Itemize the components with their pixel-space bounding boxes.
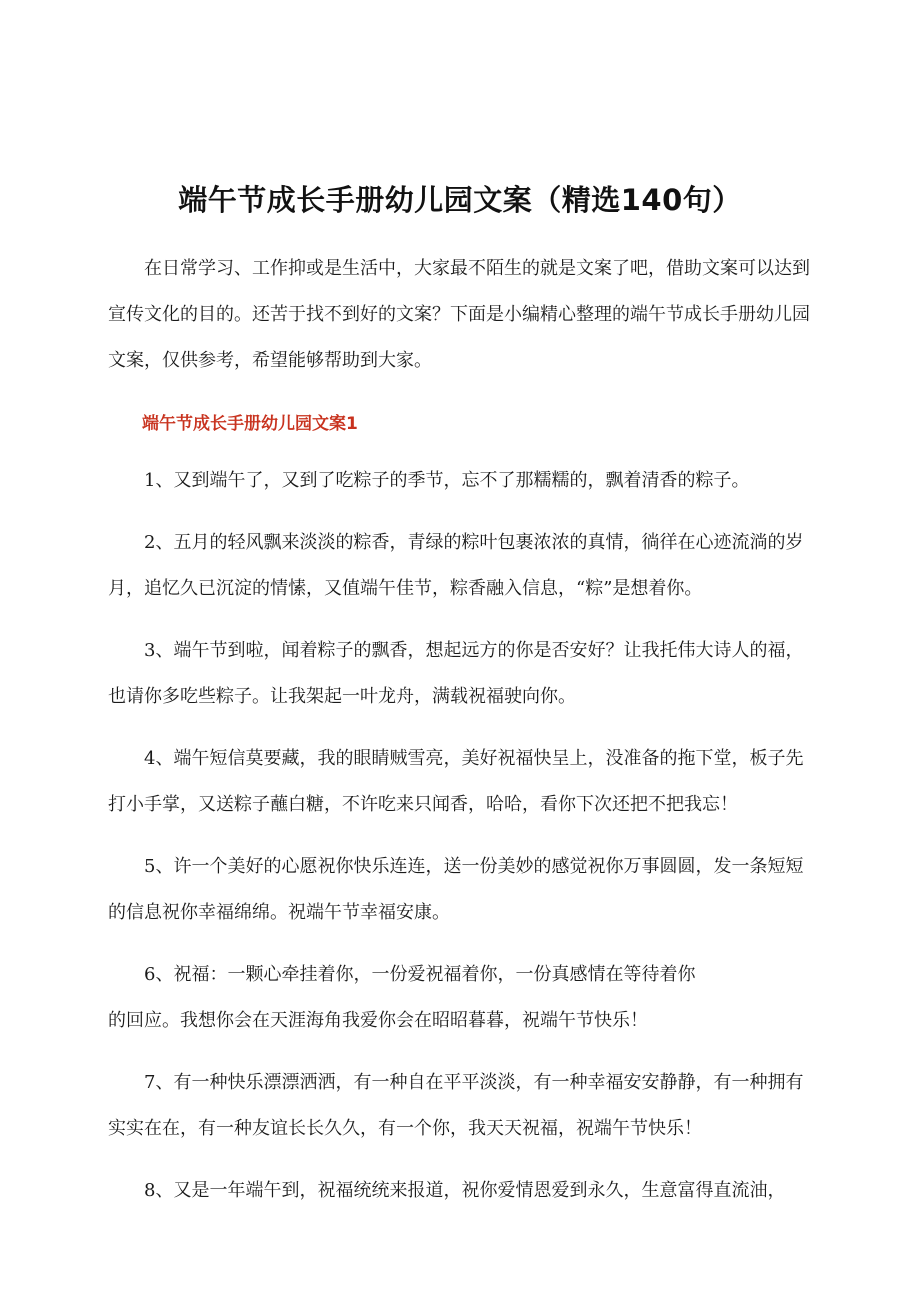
- list-item: 8、又是一年端午到，祝福统统来报道，祝你爱情恩爱到永久，生意富得直流油，: [144, 1180, 786, 1201]
- document-title: 端午节成长手册幼儿园文案（精选140句）: [178, 183, 742, 217]
- list-item-text: 6、祝福：一颗心牵挂着你，一份爱祝福着你，一份真感情在等待着你: [144, 964, 696, 985]
- document-body: [108, 246, 820, 1230]
- list-item: 3、端午节到啦，闻着粽子的飘香，想起远方的你是否安好？让我托伟大诗人的福，也请你多吃些粽子。让我架起一叶龙舟，满载祝福驶向你。: [108, 640, 804, 707]
- list-item: 7、有一种快乐漂漂洒洒，有一种自在平平淡淡，有一种幸福安安静静，有一种拥有实实在在，有一种友谊长长久久，有一个你，我天天祝福，祝端午节快乐！: [108, 1072, 804, 1139]
- list-item-continuation: 的回应。我想你会在天涯海角我爱你会在昭昭暮暮，祝端午节快乐！: [108, 1010, 648, 1031]
- list-item: 1、又到端午了，又到了吃粽子的季节，忘不了那糯糯的，飘着清香的粽子。: [144, 470, 750, 491]
- list-item: 4、端午短信莫要藏，我的眼睛贼雪亮，美好祝福快呈上，没准备的拖下堂，板子先打小手掌，又送粽子蘸白糖，不许吃来只闻香，哈哈，看你下次还把不把我忘！: [108, 748, 804, 815]
- list-item: 5、许一个美好的心愿祝你快乐连连，送一份美妙的感觉祝你万事圆圆，发一条短短的信息祝你幸福绵绵。祝端午节幸福安康。: [108, 856, 804, 923]
- list-item: 2、五月的轻风飘来淡淡的粽香，青绿的粽叶包裹浓浓的真情，徜徉在心迹流淌的岁月，追忆久已沉淀的情愫，又值端午佳节，粽香融入信息，“粽”是想着你。: [108, 532, 804, 599]
- intro-paragraph: 在日常学习、工作抑或是生活中，大家最不陌生的就是文案了吧，借助文案可以达到宣传文化的目的。还苦于找不到好的文案？下面是小编精心整理的端午节成长手册幼儿园文案，仅供参考，希望能够帮助到大家。: [108, 258, 810, 371]
- section-heading: 端午节成长手册幼儿园文案1: [142, 414, 358, 434]
- list-item: [108, 952, 820, 1044]
